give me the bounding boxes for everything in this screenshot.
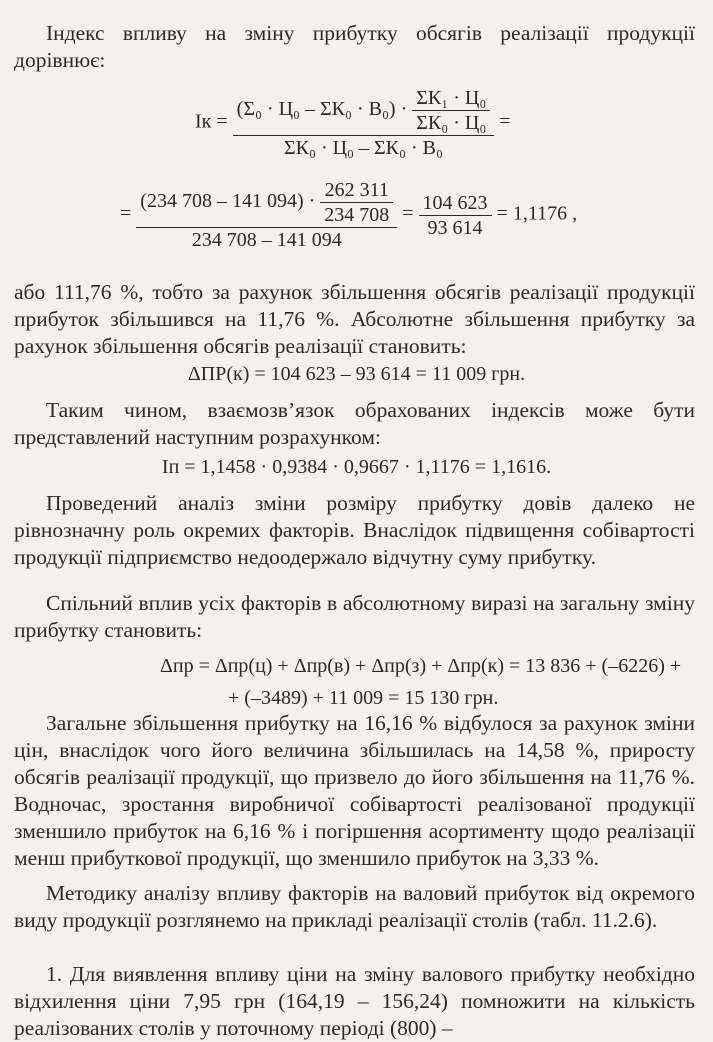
formula-ik-numeric-fraction <box>136 178 397 252</box>
formula-ik-numeric-mid-eq: = <box>402 202 414 225</box>
formula-delta-pr-line1: Δпр = Δпр(ц) + Δпр(в) + Δпр(з) + Δпр(к) = 13 836 + (–6226) + <box>160 655 682 677</box>
formula-ik-numeric-inner-fraction <box>320 178 393 227</box>
paragraph-price-effect: 1. Для виявлення впливу ціни на зміну валового прибутку необхідно відхилення ціни 7,95 грн (164,19 – 156,24) помножити на кількість реалізованих столів у поточному періоді (800) – <box>14 962 695 1040</box>
formula-ik-simplified-top: 104 623 <box>419 191 492 216</box>
paragraph-total-increase: Загальне збільшення прибутку на 16,16 % відбулося за рахунок зміни цін, внаслідок чого його величина збільшилась на 14,58 %, приросту обсягів реалізації продукції, що призвело до його збільшення на 11,76 %. Водночас, зростання виробничої собівартості реалізованої продукції зменшило прибуток на 6,16 % і погіршення асортименту щодо реалізації менш прибуткової продукції, що зменшило прибуток на 3,33 %. <box>14 711 695 870</box>
formula-ik-numeric-denominator: 234 708 – 141 094 <box>191 229 342 251</box>
formula-ik-fraction <box>233 86 495 160</box>
formula-ik-result: = 1,1176 , <box>496 202 578 225</box>
formula-ik-numeric-inner-bottom: 234 708 <box>324 204 390 226</box>
formula-ik-numeric-eq: = <box>120 202 132 225</box>
formula-ik-simplified-bottom: 93 614 <box>427 216 483 239</box>
formula-ik-inner-fraction <box>412 86 490 135</box>
paragraph-combined-effect: Спільний вплив усіх факторів в абсолютному виразі на загальну зміну прибутку становить: <box>14 591 695 642</box>
formula-ik <box>195 86 511 160</box>
formula-ip: Iп = 1,1458 · 0,9384 · 0,9667 · 1,1176 = 1,1616. <box>161 456 552 478</box>
formula-ik-inner-top: ΣК₁ · Ц₀ <box>412 86 490 111</box>
formula-ik-numeric-num-left: (234 708 – 141 094) · <box>140 190 316 213</box>
paragraph-interrelation: Таким чином, взаємозв’язок обрахованих індексів може бути представлений наступним розрахунком: <box>14 398 695 449</box>
formula-ik-lhs: Iк = <box>195 110 228 133</box>
formula-delta-pr-line2: + (–3489) + 11 009 = 15 130 грн. <box>228 687 499 709</box>
paragraph-intro: Індекс впливу на зміну прибутку обсягів реалізації продукції дорівнює: <box>14 21 695 72</box>
paragraph-analysis: Проведений аналіз зміни розміру прибутку довів далеко не рівнозначну роль окремих факторів. Внаслідок підвищення собівартості продукції підприємство недоодержало відчутну суму прибутку. <box>14 491 695 569</box>
formula-ik-num-left: (Σ₀ · Ц₀ – ΣК₀ · В₀) · <box>236 98 408 121</box>
formula-ik-numeric <box>120 178 577 252</box>
formula-ik-denominator: ΣК₀ · Ц₀ – ΣК₀ · В₀ <box>283 137 443 159</box>
paragraph-ik-explanation: або 111,76 %, тобто за рахунок збільшення обсягів реалізації продукції прибуток збільшився на 11,76 %. Абсолютне збільшення прибутку за рахунок збільшення обсягів реалізації становить: <box>14 280 695 358</box>
formula-ik-inner-bottom: ΣК₀ · Ц₀ <box>416 112 487 134</box>
formula-ik-simplified-fraction <box>419 191 492 240</box>
formula-ik-tail: = <box>499 110 511 133</box>
formula-delta-pr-k: ΔПР(к) = 104 623 – 93 614 = 11 009 грн. <box>187 363 526 385</box>
paragraph-methodology: Методику аналізу впливу факторів на валовий прибуток від окремого виду продукції розглянемо на прикладі реалізації столів (табл. 11.2.6). <box>14 881 695 932</box>
formula-ik-numeric-inner-top: 262 311 <box>320 178 393 203</box>
